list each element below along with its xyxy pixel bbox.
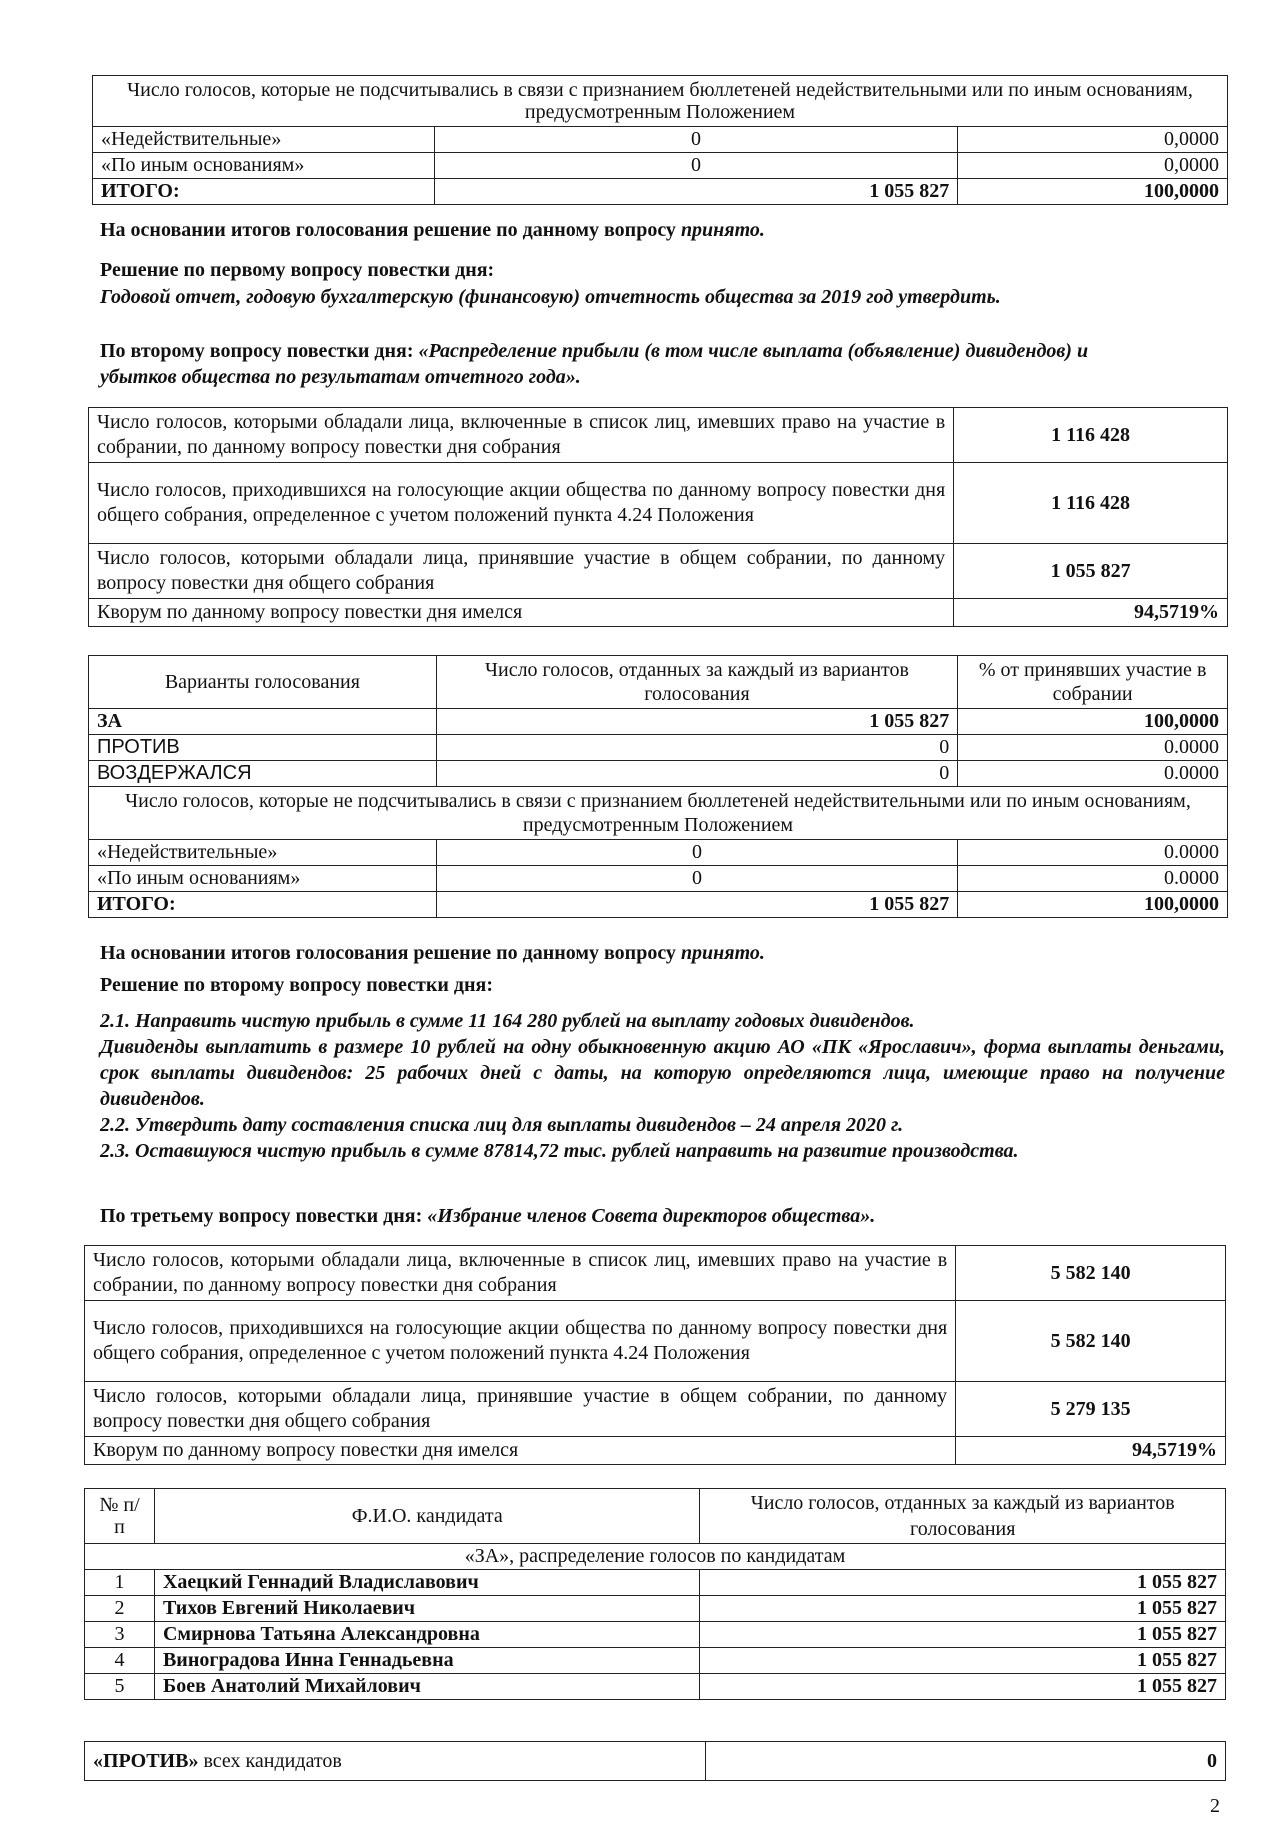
candidate-row: 2 Тихов Евгений Николаевич 1 055 827 — [85, 1596, 1226, 1622]
table-row: Число голосов, которыми обладали лица, включенные в список лиц, имевших право на участие в собрании, по данному вопросу повестки дня собрания 1 116 428 — [89, 408, 1228, 463]
total-row: ИТОГО: 1 055 827 100,0000 — [89, 892, 1228, 918]
table-row: «Недействительные» 0 0,0000 — [93, 127, 1228, 153]
candidate-row: 3 Смирнова Татьяна Александровна 1 055 827 — [85, 1622, 1226, 1648]
table-row: Кворум по данному вопросу повестки дня имелся 94,5719% — [89, 599, 1228, 627]
table-row: «Недействительные» 0 0.0000 — [89, 840, 1228, 866]
table-row: Кворум по данному вопросу повестки дня имелся 94,5719% — [85, 1437, 1226, 1465]
q2-decision-text: На основании итогов голосования решение по данному вопросу принято. — [100, 942, 765, 964]
q2-resolution-text: 2.1. Направить чистую прибыль в сумме 11 164 280 рублей на выплату годовых дивидендов. Дивиденды выплатить в размере 10 рублей на одну обыкновенную акцию АО «ПК «Ярославич», форма выплаты деньгами, срок выплаты дивидендов: 25 рабочих дней с даты, на которую определяются лица, имеющие право на получение дивидендов. 2.2. Утвердить дату составления списка лиц для выплаты дивидендов – 24 апреля 2020 г. 2.3. Оставшуюся чистую прибыль в сумме 87814,72 тыс. рублей направить на развитие производства. — [100, 1010, 1225, 1162]
table-row: ПРОТИВ 0 0.0000 — [89, 735, 1228, 761]
table-row: «По иным основаниям» 0 0,0000 — [93, 153, 1228, 179]
table-row: ЗА 1 055 827 100,0000 — [89, 709, 1228, 735]
table-row: Число голосов, которыми обладали лица, принявшие участие в общем собрании, по данному вопросу повестки дня общего собрания 5 279 135 — [85, 1382, 1226, 1437]
q2-quorum-table — [88, 407, 1228, 627]
q1-decision-text: На основании итогов голосования решение по данному вопросу принято. — [100, 219, 765, 241]
table-row: «По иным основаниям» 0 0.0000 — [89, 866, 1228, 892]
q2-title: По второму вопросу повестки дня: «Распределение прибыли (в том числе выплата (объявление) дивидендов) и убытков общества по результатам отчетного года». — [100, 340, 1089, 388]
q3-title: По третьему вопросу повестки дня: «Избрание членов Совета директоров общества». — [100, 1205, 876, 1227]
q1-invalid-votes-table — [92, 75, 1228, 205]
candidate-row: 5 Боев Анатолий Михайлович 1 055 827 — [85, 1674, 1226, 1700]
table-header-row: № п/п Ф.И.О. кандидата Число голосов, отданных за каждый из вариантов голосования — [85, 1489, 1226, 1544]
invalid-votes-header: Число голосов, которые не подсчитывались в связи с признанием бюллетеней недействительными или по иным основаниям, предусмотренным Положением — [89, 787, 1228, 840]
table-row: ВОЗДЕРЖАЛСЯ 0 0.0000 — [89, 761, 1228, 787]
table-row: Число голосов, приходившихся на голосующие акции общества по данному вопросу повестки дня общего собрания, определенное с учетом положений пункта 4.24 Положения 1 116 428 — [89, 463, 1228, 544]
for-distribution-header: «ЗА», распределение голосов по кандидатам — [85, 1544, 1226, 1570]
table-row: «ПРОТИВ» всех кандидатов 0 — [85, 1742, 1226, 1781]
table-row: Число голосов, приходившихся на голосующие акции общества по данному вопросу повестки дня общего собрания, определенное с учетом положений пункта 4.24 Положения 5 582 140 — [85, 1301, 1226, 1382]
table-row: Число голосов, которыми обладали лица, принявшие участие в общем собрании, по данному вопросу повестки дня общего собрания 1 055 827 — [89, 544, 1228, 599]
table-row: Число голосов, которыми обладали лица, включенные в список лиц, имевших право на участие в собрании, по данному вопросу повестки дня собрания 5 582 140 — [85, 1246, 1226, 1301]
q1-resolution-text: Годовой отчет, годовую бухгалтерскую (финансовую) отчетность общества за 2019 год утвердить. — [100, 286, 1001, 308]
page-number: 2 — [1210, 1795, 1220, 1817]
q3-against-table — [84, 1741, 1226, 1781]
q2-resolution-label: Решение по второму вопросу повестки дня: — [100, 974, 494, 996]
invalid-votes-header: Число голосов, которые не подсчитывались в связи с признанием бюллетеней недействительными или по иным основаниям, предусмотренным Положением — [93, 76, 1228, 127]
q2-voting-table — [88, 655, 1228, 918]
q3-candidates-table — [84, 1488, 1226, 1700]
q1-resolution-label: Решение по первому вопросу повестки дня: — [100, 259, 495, 281]
table-header-row: Варианты голосования Число голосов, отданных за каждый из вариантов голосования % от принявших участие в собрании — [89, 656, 1228, 709]
candidate-row: 1 Хаецкий Геннадий Владиславович 1 055 827 — [85, 1570, 1226, 1596]
candidate-row: 4 Виноградова Инна Геннадьевна 1 055 827 — [85, 1648, 1226, 1674]
q3-quorum-table — [84, 1245, 1226, 1465]
total-row: ИТОГО: 1 055 827 100,0000 — [93, 179, 1228, 205]
